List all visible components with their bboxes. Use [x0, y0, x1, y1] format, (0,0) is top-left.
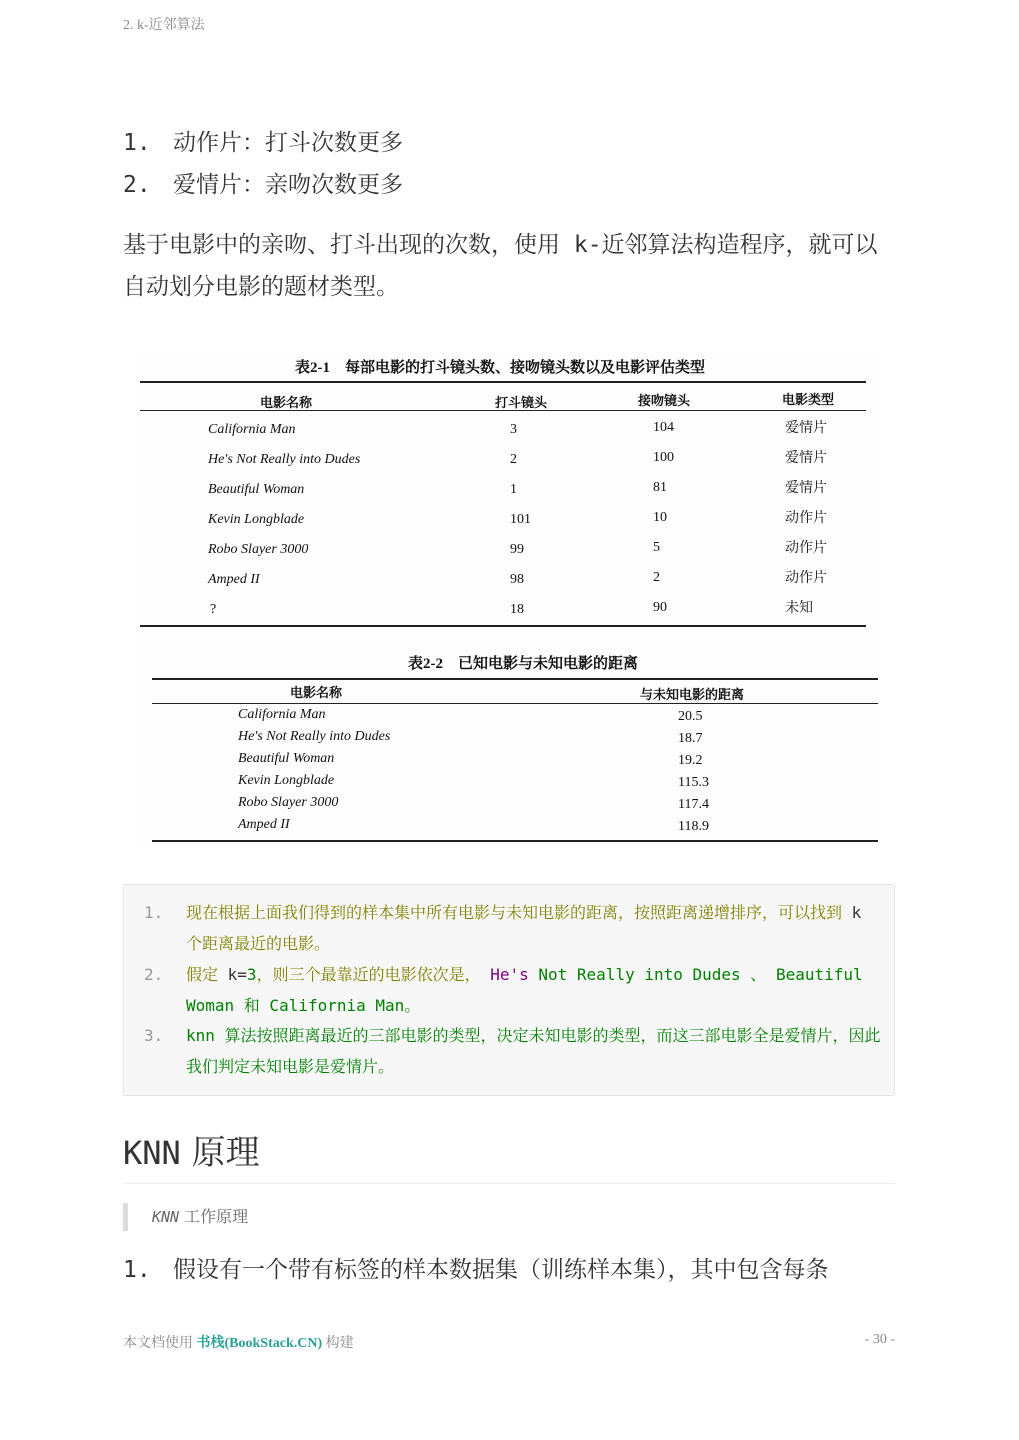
table2-cell: 115.3: [678, 775, 709, 790]
table1-cell: 1: [510, 482, 517, 497]
paragraph-text: 基于电影中的亲吻、打斗出现的次数，使用: [123, 232, 560, 258]
code-block: [123, 884, 895, 1096]
quote-text: 工作原理: [179, 1207, 249, 1226]
table-rule: [152, 678, 878, 680]
table1-cell: 10: [653, 510, 667, 525]
table1-cell: 101: [510, 512, 531, 527]
table1-cell: 18: [510, 602, 524, 617]
list-number: 1.: [123, 130, 151, 156]
table1-cell: ?: [210, 602, 217, 617]
chapter-title: 2. k-近邻算法: [123, 18, 205, 33]
table2-cell: 19.2: [678, 753, 703, 768]
table2-cell: Robo Slayer 3000: [238, 795, 339, 810]
table1-cell: Beautiful Woman: [208, 482, 305, 497]
list-text: 动作片：打斗次数更多: [173, 130, 403, 156]
table1-cell: 2: [510, 452, 517, 467]
footer-credit: [123, 1332, 354, 1352]
list-item: [123, 122, 903, 164]
code-token: Not Really into Dudes 、 Beautiful Woman 和 California Man: [186, 965, 863, 1015]
table1-cell: 98: [510, 572, 524, 587]
table2-cell: 18.7: [678, 731, 703, 746]
table2-cell: Amped II: [238, 817, 290, 832]
table1-cell: 动作片: [785, 571, 827, 586]
code-text: 。: [404, 996, 421, 1015]
table2-cell: 118.9: [678, 819, 709, 834]
list-number: 2.: [123, 172, 151, 198]
table1-cell: 动作片: [785, 511, 827, 526]
quote-code: KNN: [152, 1208, 180, 1226]
movie-tables-figure: [140, 350, 880, 850]
table2-cell: Beautiful Woman: [238, 751, 335, 766]
table2-cell: He's Not Really into Dudes: [238, 729, 391, 744]
table1-cell: He's Not Really into Dudes: [208, 452, 361, 467]
table2-cell: California Man: [238, 707, 326, 722]
list-text: [186, 1020, 881, 1082]
table1-cell: Amped II: [208, 572, 260, 587]
table1-cell: 爱情片: [785, 421, 827, 436]
table-rule: [140, 410, 866, 411]
table1-header: 电影类型: [782, 392, 835, 407]
code-token: knn: [186, 1026, 225, 1045]
table1-cell: 爱情片: [785, 481, 827, 496]
table1-cell: 5: [653, 540, 660, 555]
table1-cell: California Man: [208, 422, 296, 437]
list-text: [186, 897, 881, 959]
list-item: [123, 1250, 829, 1290]
table-rule: [152, 840, 878, 842]
footer-text: 本文档使用: [123, 1336, 197, 1351]
table1-cell: 未知: [785, 601, 813, 616]
code-token: 3: [246, 965, 257, 984]
footer-text: 构建: [322, 1336, 354, 1351]
code-token: =: [237, 965, 247, 984]
code-token: k: [218, 965, 238, 984]
paragraph-text: 构造程序，就可以自动划分电影的题材类型。: [123, 232, 878, 300]
table2-header: 电影名称: [290, 685, 343, 700]
table1-cell: 99: [510, 542, 524, 557]
table1-cell: 3: [510, 422, 517, 437]
table2-cell: 117.4: [678, 797, 709, 812]
intro-list: [123, 122, 903, 206]
intro-paragraph: [123, 224, 898, 308]
list-number: 1.: [123, 1257, 151, 1283]
table1-cell: Kevin Longblade: [208, 512, 305, 527]
section-heading: [123, 1125, 260, 1174]
list-number: 3.: [144, 1026, 164, 1045]
footer-brand-link[interactable]: 书栈(BookStack.CN): [196, 1336, 323, 1351]
table-rule: [152, 703, 878, 704]
code-text: 假定: [186, 965, 219, 984]
code-text: 个距离最近的电影。: [186, 934, 331, 953]
code-text: 算法按照距离最近的三部电影的类型，决定未知电影的类型，而这三部电影全是爱情片，因此我们判定未知电影是爱情片。: [186, 1026, 881, 1076]
table2-caption: 表2-2 已知电影与未知电影的距离: [408, 656, 638, 672]
table2-header: 与未知电影的距离: [640, 687, 745, 702]
table1-cell: 90: [653, 600, 667, 615]
table1-header: 打斗镜头: [495, 395, 548, 410]
code-text: ，则三个最靠近的电影依次是，: [256, 965, 481, 984]
list-text: 假设有一个带有标签的样本数据集（训练样本集），其中包含每条: [173, 1257, 829, 1283]
table1-cell: Robo Slayer 3000: [208, 542, 309, 557]
list-item: [123, 164, 903, 206]
code-token: He's: [480, 965, 529, 984]
heading-divider: [123, 1183, 895, 1184]
table1-cell: 2: [653, 570, 660, 585]
table1-header: 接吻镜头: [638, 393, 691, 408]
table1-cell: 动作片: [785, 541, 827, 556]
table1-cell: 100: [653, 450, 674, 465]
page-number: - 30 -: [864, 1332, 895, 1347]
inline-code: k-近邻算法: [560, 232, 694, 258]
table2-cell: Kevin Longblade: [238, 773, 335, 788]
list-text: [186, 959, 881, 1021]
list-number: 1.: [144, 903, 164, 922]
list-text: 爱情片：亲吻次数更多: [173, 172, 403, 198]
table-rule: [140, 625, 866, 627]
table1-caption: 表2-1 每部电影的打斗镜头数、接吻镜头数以及电影评估类型: [295, 360, 705, 376]
table1-cell: 爱情片: [785, 451, 827, 466]
table1-header: 电影名称: [260, 395, 313, 410]
table2-cell: 20.5: [678, 709, 703, 724]
table1-cell: 81: [653, 480, 667, 495]
list-number: 2.: [144, 965, 164, 984]
table-rule: [140, 381, 866, 383]
code-text: 现在根据上面我们得到的样本集中所有电影与未知电影的距离，按照距离递增排序，可以找到: [186, 903, 843, 922]
blockquote: [123, 1203, 248, 1231]
code-token: k: [842, 903, 862, 922]
heading-code: KNN: [123, 1134, 181, 1172]
heading-text: 原理: [180, 1133, 260, 1173]
table1-cell: 104: [653, 420, 674, 435]
